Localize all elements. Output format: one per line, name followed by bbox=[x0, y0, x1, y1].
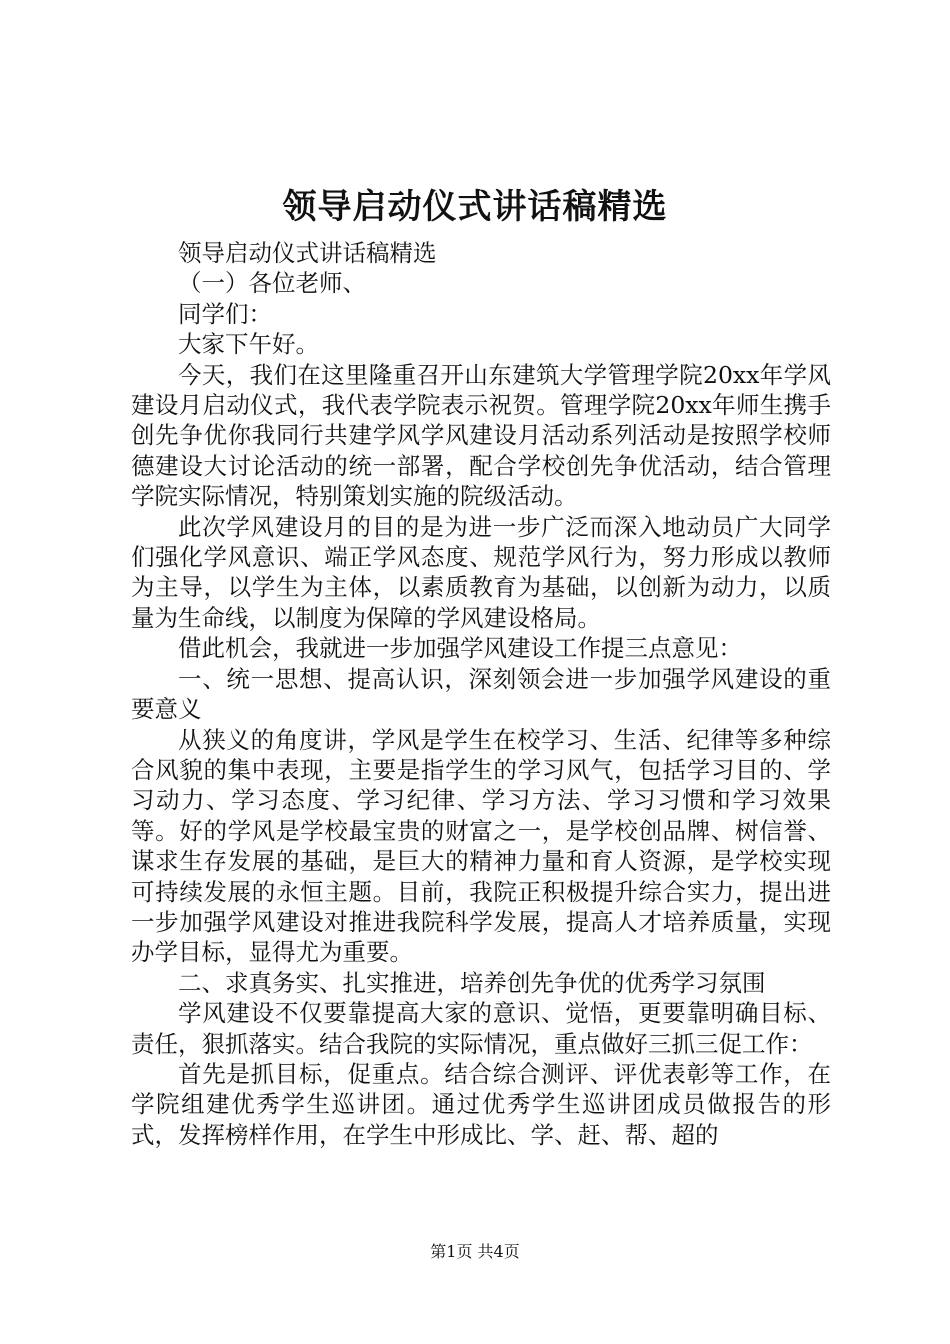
paragraph-implementation: 学风建设不仅要靠提高大家的意识、觉悟，更要靠明确目标、责任，狠抓落实。结合我院的实际情况，重点做好三抓三促工作： bbox=[131, 999, 831, 1058]
paragraph-purpose: 此次学风建设月的目的是为进一步广泛而深入地动员广大同学们强化学风意识、端正学风态度、规范学风行为，努力形成以教师为主导，以学生为主体，以素质教育为基础，以创新为动力，以质量为生命线，以制度为保障的学风建设格局。 bbox=[131, 512, 831, 632]
document-title: 领导启动仪式讲话稿精选 bbox=[282, 187, 668, 227]
paragraph-heading-one: 一、统一思想、提高认识，深刻领会进一步加强学风建设的重要意义 bbox=[131, 664, 831, 724]
paragraph-heading-two: 二、求真务实、扎实推进，培养创先争优的优秀学习氛围 bbox=[178, 968, 766, 997]
paragraph-salutation-teachers: （一）各位老师、 bbox=[178, 269, 366, 298]
paragraph-salutation-students: 同学们： bbox=[178, 299, 272, 328]
paragraph-opening: 今天，我们在这里隆重召开山东建筑大学管理学院20xx年学风建设月启动仪式，我代表学院表示祝贺。管理学院20xx年师生携手创先争优你我同行共建学风学风建设月活动系列活动是按照学校师德建设大讨论活动的统一部署，配合学校创先争优活动，结合管理学院实际情况，特别策划实施的院级活动。 bbox=[131, 360, 831, 511]
paragraph-first-point: 首先是抓目标，促重点。结合综合测评、评优表彰等工作，在学院组建优秀学生巡讲团。通过优秀学生巡讲团成员做报告的形式，发挥榜样作用，在学生中形成比、学、赶、帮、超的 bbox=[131, 1059, 831, 1149]
document-body bbox=[131, 238, 831, 1150]
paragraph-transition: 借此机会，我就进一步加强学风建设工作提三点意见： bbox=[178, 634, 742, 663]
page-footer: 第1页 共4页 bbox=[430, 1242, 520, 1261]
paragraph-definition: 从狭义的角度讲，学风是学生在校学习、生活、纪律等多种综合风貌的集中表现，主要是指学生的学习风气，包括学习目的、学习动力、学习态度、学习纪律、学习方法、学习习惯和学习效果等。好的学风是学校最宝贵的财富之一，是学校创品牌、树信誉、谋求生存发展的基础，是巨大的精神力量和育人资源，是学校实现可持续发展的永恒主题。目前，我院正积极提升综合实力，提出进一步加强学风建设对推进我院科学发展，提高人才培养质量，实现办学目标，显得尤为重要。 bbox=[131, 725, 831, 967]
paragraph-subtitle: 领导启动仪式讲话稿精选 bbox=[178, 239, 437, 267]
paragraph-greeting: 大家下午好。 bbox=[178, 330, 319, 359]
